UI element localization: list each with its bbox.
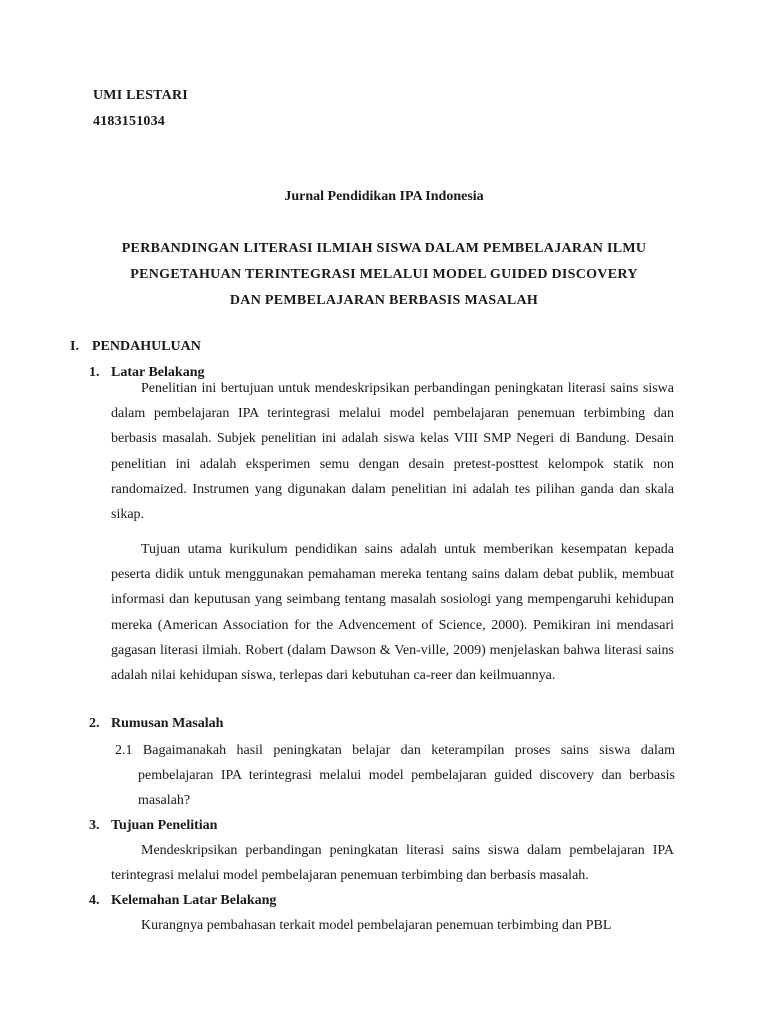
subsection-heading-tujuan-penelitian <box>89 818 217 834</box>
subsection-title: Rumusan Masalah <box>111 716 224 731</box>
title-line: DAN PEMBELAJARAN BERBASIS MASALAH <box>229 293 539 308</box>
subsection-title: Tujuan Penelitian <box>111 818 218 833</box>
document-title <box>80 236 688 314</box>
author-name: UMI LESTARI <box>93 88 188 103</box>
section-title: PENDAHULUAN <box>92 339 201 354</box>
journal-name: Jurnal Pendidikan IPA Indonesia <box>284 189 484 204</box>
subsection-heading-kelemahan-latar-belakang <box>89 893 276 909</box>
subsection-number: 4. <box>89 893 100 908</box>
subsection-title: Latar Belakang <box>111 365 205 380</box>
title-line: PERBANDINGAN LITERASI ILMIAH SISWA DALAM PEMBELAJARAN ILMU <box>121 241 647 256</box>
section-number: I. <box>70 339 79 354</box>
author-id-number: 4183151034 <box>93 114 165 129</box>
subsection-title: Kelemahan Latar Belakang <box>111 893 277 908</box>
paragraph-latar-belakang-1: Penelitian ini bertujuan untuk mendeskripsikan perbandingan peningkatan literasi sains siswa dalam pembelajaran IPA terintegrasi melalui model pembelajaran penemuan terbimbing dan berbasis masalah. Subjek penelitian ini adalah siswa kelas VIII SMP Negeri di Bandung. Desain penelitian ini adalah eksperimen semu dengan desain pretest-posttest kelompok statik non randomaized. Instrumen yang digunakan dalam penelitian ini adalah tes pilihan ganda dan skala sikap. <box>111 381 674 523</box>
paragraph-kelemahan-latar-belakang: Kurangnya pembahasan terkait model pembelajaran penemuan terbimbing dan PBL <box>141 918 612 933</box>
subsection-heading-rumusan-masalah <box>89 716 223 732</box>
paragraph-latar-belakang-2: Tujuan utama kurikulum pendidikan sains adalah untuk memberikan kesempatan kepada peserta didik untuk menggunakan pemahaman mereka tentang sains dalam debat publik, membuat informasi dan keputusan yang seimbang tentang masalah sosiologi yang mempengaruhi kehidupan mereka (American Association for the Advencement of Science, 2000). Pemikiran ini mendasari gagasan literasi ilmiah. Robert (dalam Dawson & Ven-ville, 2009) menjelaskan bahwa literasi sains adalah nilai kehidupan siswa, terlepas dari kebutuhan ca-reer dan keilmuannya. <box>111 542 674 684</box>
subsection-number: 1. <box>89 365 100 380</box>
title-line: PENGETAHUAN TERINTEGRASI MELALUI MODEL GUIDED DISCOVERY <box>130 267 638 282</box>
rumusan-masalah-item: 2.1 Bagaimanakah hasil peningkatan belajar dan keterampilan proses sains siswa dalam pembelajaran IPA terintegrasi melalui model pembelajaran guided discovery dan berbasis masalah? <box>115 743 675 808</box>
subsection-number: 2. <box>89 716 100 731</box>
subsection-number: 3. <box>89 818 100 833</box>
section-heading-pendahuluan <box>70 339 201 355</box>
paragraph-tujuan-penelitian: Mendeskripsikan perbandingan peningkatan literasi sains siswa dalam pembelajaran IPA terintegrasi melalui model pembelajaran penemuan terbimbing dan berbasis masalah. <box>111 843 674 884</box>
